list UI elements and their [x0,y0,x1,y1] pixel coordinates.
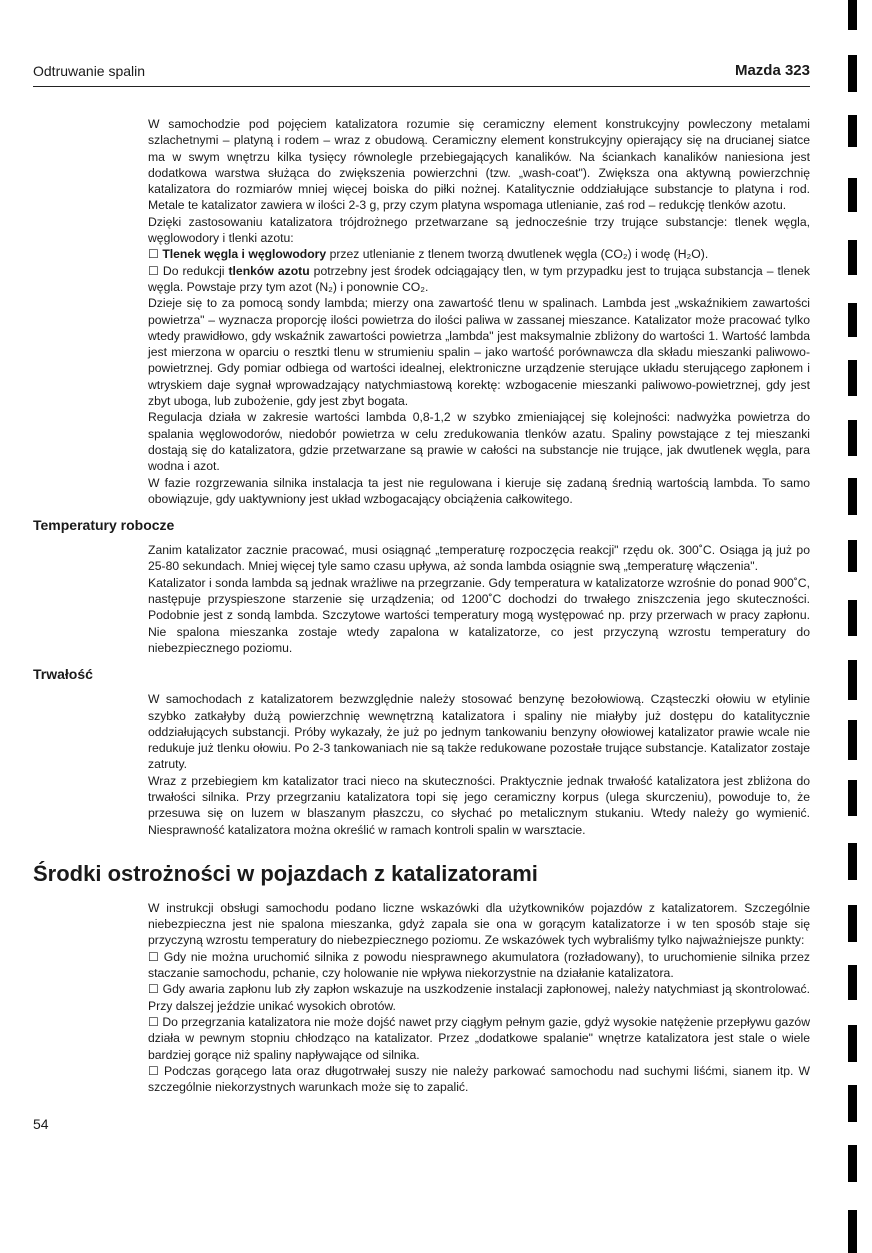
text-run: Regulacja działa w zakresie wartości lambda 0,8-1,2 w szybko zmieniającej się kolejności: nadwyżka powietrza do spalania węglowodorów, niedobór powietrza w celu zredukowania tlenków azatu. Spaliny powstające z tej mieszanki dostają się do katalizatora, gdzie przetwarzane są prawie w całości na substancje nie trujące, jak dwutlenek węgla, para wodna i azot. [148,410,810,474]
text-run: Dzięki zastosowaniu katalizatora trójdrożnego przetwarzane są jednocześnie trzy trujące substancje: tlenek węgla, węglowodory i tlenki azotu: [148,214,810,246]
paragraph [148,246,810,262]
text-run: ☐ Podczas gorącego lata oraz długotrwałej suszy nie należy parkować samochodu nad suchymi liśćmi, sianem itp. W szczególnie niekorzystnych warunkach może się to zapalić. [148,1063,810,1095]
registration-mark [848,240,857,275]
paragraph [148,263,810,296]
text-run: W samochodzie pod pojęciem katalizatora rozumie się ceramiczny element konstrukcyjny powleczony metalami szlachetnymi – platyną i rodem – wraz z obudową. Ceramiczny element konstrukcyjny opierający się na drucianej siatce ma w swym wnętrzu kilka tysięcy równolegle przebiegających kanalików. Na ściankach kanalików naniesiona jest dodatkowa warstwa służąca do zwiększenia powierzchni (tzw. „wash-coat"). Zwiększa ona aktywną powierzchnię katalizatora do rozmiarów mniej więcej boiska do piłki nożnej. Katalitycznie oddziałujące substancje to platyna i rod. Metale te katalizator zawiera w ilości 2-3 g, przy czym platyna wspomaga utlenianie, zaś rod – redukcję tlenków azotu. [148,117,810,213]
text-run: Wraz z przebiegiem km katalizator traci nieco na skuteczności. Praktycznie jednak trwałość katalizatora jest zbliżona do trwałości silnika. Przy przegrzaniu katalizatora topi się jego ceramiczny korpus (ulega skurczeniu), powoduje to, że przesuwa się on luzem w blaszanym płaszczu, co słychać po metalicznym stukaniu. Wtedy należy go wymienić. Niesprawność katalizatora można określić w ramach kontroli spalin w warsztacie. [148,773,810,837]
text-run: W fazie rozgrzewania silnika instalacja ta jest nie regulowana i kieruje się zadaną średnią wartością lambda. To samo obowiązuje, gdy uaktywniony jest układ wzbogacający obciążenia całkowitego. [148,475,810,506]
running-header-model: Mazda 323 [734,62,810,79]
text-run: przez utlenianie z tlenem tworzą dwutlenek węgla (CO₂) i wodę (H₂O). [326,247,709,262]
bold-term: Tlenek węgla i węglowodory [162,247,327,262]
paragraph [148,1063,810,1096]
text-run: Dzieje się to za pomocą sondy lambda; mierzy ona zawartość tlenu w spalinach. Lambda jest „wskaźnikiem zawartości powietrza" – wyznacza proporcję ilości powietrza do ilości paliwa w zassanej mieszance. Katalizator może pracować tylko wtedy prawidłowo, gdy wskaźnik zawartości powietrza „lambda" jest maksymalnie zbliżony do wartości 1. Wartość lambda jest mierzona w oparciu o resztki tlenu w strumieniu spalin – jako wartość porównawcza dla składu mieszanki paliwowo-powietrznej. Gdy pomiar odbiega od wartości idealnej, elektroniczne urządzenie sterujące układu sterującego zapłonem i wtryskiem daje sygnał wprowadzający natychmiastową korektę: wzbogacenie mieszanki paliwowo-powietrznej, gdy jest zbyt uboga, lub zubożenie, gdy jest zbyt bogata. [148,296,810,409]
paragraph [148,900,810,949]
paragraph [148,1014,810,1063]
paragraph [148,116,810,214]
trwalosc-text [148,691,810,838]
text-run: ☐ [148,247,163,262]
text-run: Katalizator i sonda lambda są jednak wrażliwe na przegrzanie. Gdy temperatura w katalizatorze wzrośnie do ponad 900˚C, następuje przyspieszone starzenie się urządzenia; od 1200˚C dochodzi do trwałego zniszczenia jego skuteczności. Podobnie jest z sondą lambda. Szczytowe wartości temperatury mogą występować np. przy przerwach w pracy zapłonu. Nie spalona mieszanka zostaje wtedy zapalona w katalizatorze, co jest przyczyną wzrostu temperatury do niebezpiecznego poziomu. [148,575,810,655]
paragraph [148,214,810,247]
registration-mark [848,360,857,396]
temperatury-text [148,542,810,656]
paragraph [148,475,810,508]
registration-mark [848,115,857,147]
registration-mark [848,178,857,212]
registration-mark [848,780,857,816]
page-number: 54 [33,1116,49,1133]
registration-mark [848,55,857,92]
section-heading-trwalosc: Trwałość [33,666,93,683]
registration-mark [848,843,857,880]
text-run: ☐ Gdy nie można uruchomić silnika z powodu niesprawnego akumulatora (rozładowany), to uruchomienie silnika przez staczanie samochodu, pchanie, czy holowanie nie wpływa niekorzystnie na działanie katalizatora. [148,949,810,981]
paragraph [148,981,810,1014]
text-run: W samochodach z katalizatorem bezwzględnie należy stosować benzynę bezołowiową. Cząsteczki ołowiu w etylinie szybko zatkałyby dużą powierzchnię wewnętrzną katalizatora i spaliny nie miałyby już dostępu do katalitycznie oddziałujących substancji. Próby wykazały, że już po jednym tankowaniu benzyny ołowiowej katalizator prawie wcale nie redukuje już tlenku ołowiu. Po 2-3 tankowaniach nie są także redukowane pozostałe trujące substancje. Katalizator zostaje zatruty. [148,692,810,772]
paragraph [148,542,810,575]
registration-mark [848,1145,857,1182]
registration-mark [848,600,857,636]
registration-mark [848,965,857,1000]
registration-mark [848,660,857,700]
text-run: potrzebny jest środek odciągający tlen, w tym przypadku jest to trująca substancja – tlenek węgla. Powstaje przy tym azot (N₂) i ponownie CO₂. [148,263,810,294]
registration-mark [848,720,857,760]
paragraph [148,575,810,656]
text-run: ☐ Gdy awaria zapłonu lub zły zapłon wskazuje na uszkodzenie instalacji zapłonowej, należy natychmiast ją skontrolować. Przy dalszej jeździe unikać wysokich obrotów. [148,982,810,1013]
section-heading-temperatury: Temperatury robocze [33,517,175,534]
text-run: ☐ Do redukcji [148,263,229,278]
text-run: ☐ Do przegrzania katalizatora nie może dojść nawet przy ciągłym pełnym gazie, gdyż wysokie natężenie przepływu gazów działa w pewnym stopniu chłodząco na katalizator. Przez „dodatkowe spalanie" wnętrze katalizatora jest stale o wiele bardziej gorące niż spaliny napływające od silnika. [148,1014,810,1062]
text-run: Zanim katalizator zacznie pracować, musi osiągnąć „temperaturę rozpoczęcia reakcji" rzędu ok. 300˚C. Osiąga ją już po 25-80 sekundach. Mniej więcej tyle samo czasu upływa, aż sonda lambda osiągnie swą „temperaturę włączenia". [148,543,810,574]
bold-term: tlenków azotu [228,263,310,278]
precautions-text [148,900,810,1096]
text-run: W instrukcji obsługi samochodu podano liczne wskazówki dla użytkowników pojazdów z katalizatorem. Szczególnie niebezpieczna jest nie spalona mieszanka, gdyż zapala sie ona w gorącym katalizatorze i w ten sposób staje się przyczyną wzrostu temperatury do niebezpiecznego poziomu. Ze wskazówek tych wybraliśmy tylko najważniejsze punkty: [148,900,810,948]
paragraph [148,295,810,409]
registration-mark [848,478,857,515]
registration-mark [848,420,857,456]
paragraph [148,691,810,772]
intro-text [148,116,810,507]
paragraph [148,773,810,838]
registration-mark [848,1210,857,1253]
registration-mark [848,1085,857,1122]
registration-mark [848,540,857,572]
running-header-section: Odtruwanie spalin [33,63,146,79]
chapter-heading: Środki ostrożności w pojazdach z katalizatorami [33,860,538,886]
paragraph [148,409,810,474]
registration-mark [848,303,857,337]
paragraph [148,949,810,982]
registration-mark [848,905,857,942]
registration-mark [848,0,857,30]
registration-mark [848,1025,857,1062]
